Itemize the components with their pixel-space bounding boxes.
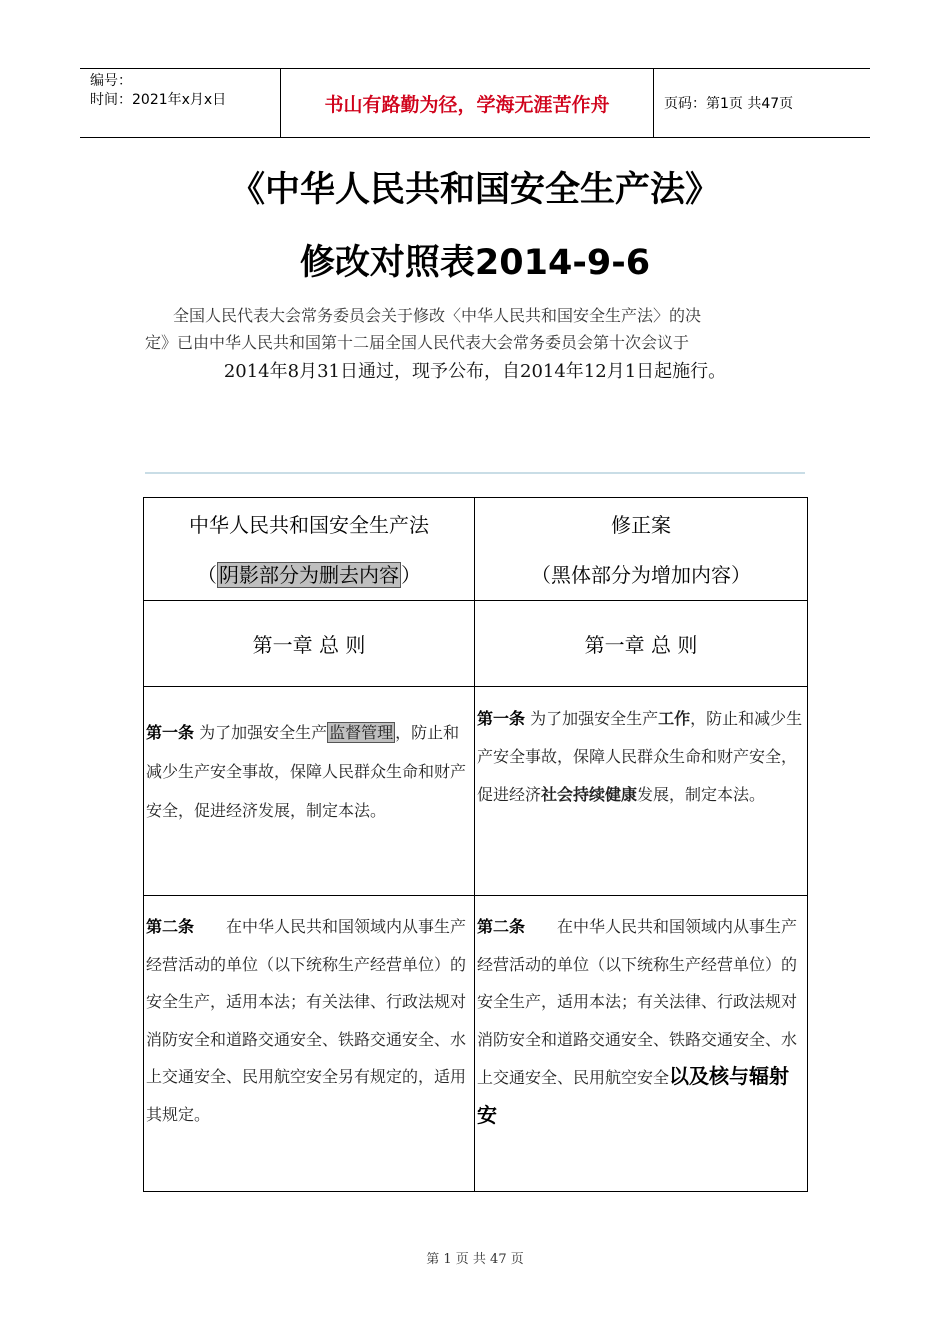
right-column-header xyxy=(475,498,808,601)
article-number: 第二条 xyxy=(477,917,526,936)
article-number: 第一条 xyxy=(146,723,195,742)
comparison-table xyxy=(143,497,808,1192)
page-footer: 第 1 页 共 47 页 xyxy=(426,1252,524,1267)
intro-line-2: 定》已由中华人民共和国第十二届全国人民代表大会常务委员会第十次会议于 xyxy=(145,333,690,352)
added-text: 工作 xyxy=(658,709,691,728)
deleted-text: 监督管理 xyxy=(329,723,394,742)
table-header-row xyxy=(144,498,808,601)
right-chapter-heading: 第一章 总 则 xyxy=(475,601,808,687)
article-1-original: 第一条 为了加强安全生产 监督管理 ，防止和减少生产安全事故，保障人民群众生命和财产安全，促进经济发展，制定本法。 xyxy=(144,687,475,896)
article-2-amended: 第二条 在中华人民共和国领域内从事生产经营活动的单位（以下统称生产经营单位）的安全生产，适用本法；有关法律、行政法规对消防安全和道路交通安全、铁路交通安全、水上交通安全、民用航空安全以及核与辐射安 xyxy=(475,896,808,1192)
header-motto: 书山有路勤为径，学海无涯苦作舟 xyxy=(280,69,654,137)
left-column-title: 中华人民共和国安全生产法 xyxy=(189,513,429,537)
intro-line-3: 2014年8月31日通过，现予公布，自2014年12月1日起施行。 xyxy=(223,361,727,382)
intro-paragraph xyxy=(145,302,805,385)
table-row xyxy=(144,896,808,1192)
left-chapter-heading: 第一章 总 则 xyxy=(144,601,475,687)
document-title: 《中华人民共和国安全生产法》 xyxy=(229,170,720,210)
chapter-row xyxy=(144,601,808,687)
right-column-note: （黑体部分为增加内容） xyxy=(531,563,751,587)
right-column-title: 修正案 xyxy=(611,513,671,537)
section-divider xyxy=(145,472,805,474)
document-subtitle: 修改对照表2014-9-6 xyxy=(299,243,651,283)
left-column-header xyxy=(144,498,475,601)
date-label: 时间：2021年x月x日 xyxy=(90,92,227,108)
header-page-info: 页码：第1页 共47页 xyxy=(664,96,794,112)
article-2-original: 第二条 在中华人民共和国领域内从事生产经营活动的单位（以下统称生产经营单位）的安全生产，适用本法；有关法律、行政法规对消防安全和道路交通安全、铁路交通安全、水上交通安全、民用航空安全另有规定的，适用其规定。 xyxy=(144,896,475,1192)
article-number: 第一条 xyxy=(477,709,526,728)
intro-line-1: 全国人民代表大会常务委员会关于修改〈中华人民共和国安全生产法〉的决 xyxy=(173,306,702,325)
number-label: 编号： xyxy=(90,73,132,89)
added-text: 以及核与辐射安 xyxy=(477,1064,790,1127)
added-text: 社会持续健康 xyxy=(541,785,638,804)
left-column-note: （ 阴影部分为删去内容 ） xyxy=(197,563,421,587)
deleted-legend: 阴影部分为删去内容 xyxy=(219,563,399,587)
table-row xyxy=(144,687,808,896)
header-meta xyxy=(80,69,280,137)
page-header xyxy=(80,68,870,138)
article-number: 第二条 xyxy=(146,917,195,936)
article-1-amended: 第一条 为了加强安全生产工作，防止和减少生产安全事故，保障人民群众生命和财产安全，促进经济社会持续健康发展，制定本法。 xyxy=(475,687,808,896)
